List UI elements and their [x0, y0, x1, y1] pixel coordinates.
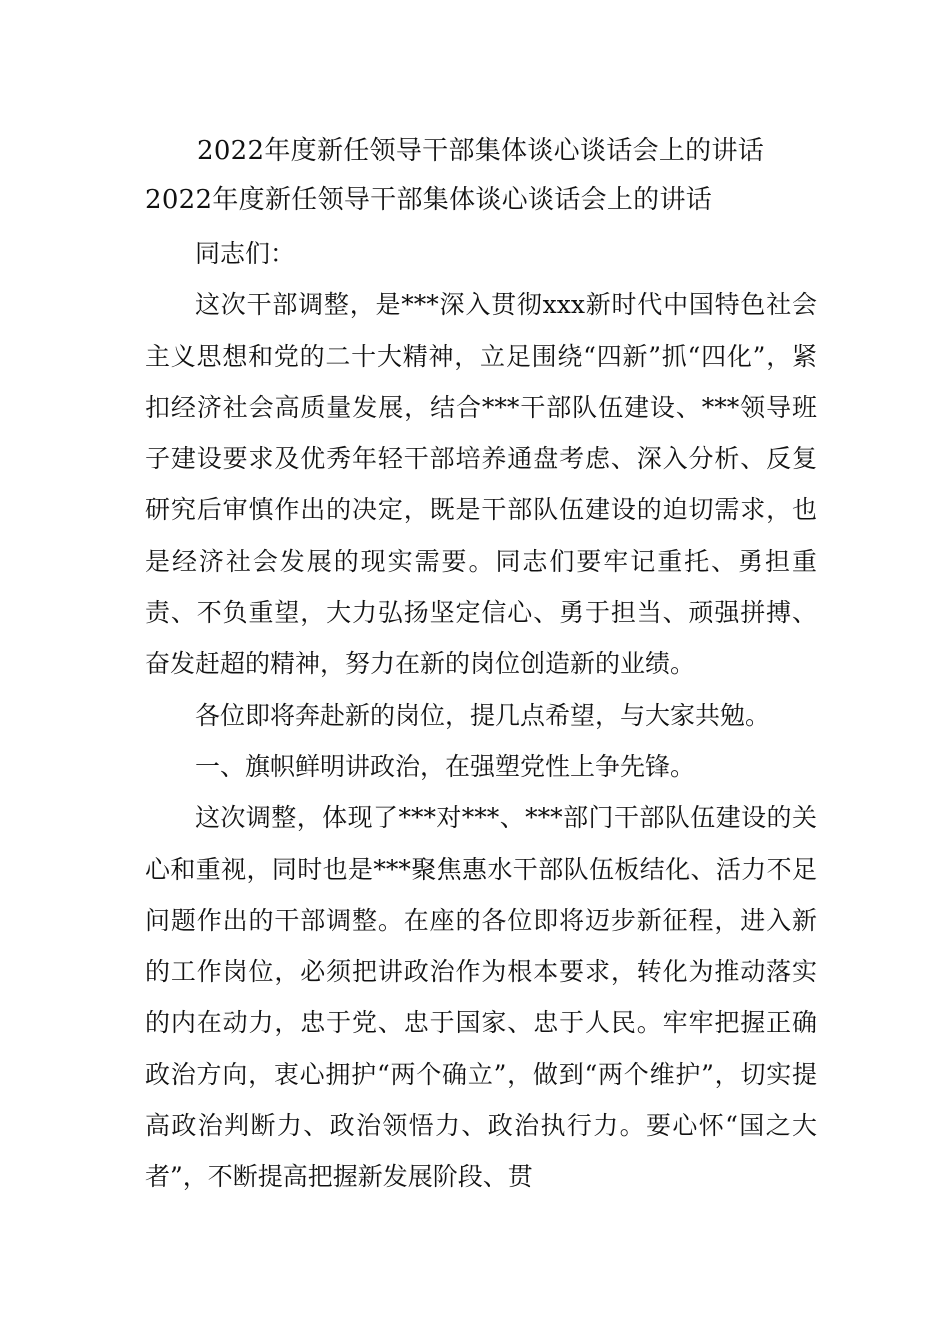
document-title: 2022年度新任领导干部集体谈心谈话会上的讲话 [197, 136, 765, 166]
paragraph-section-1: 这次调整，体现了***对***、***部门干部队伍建设的关心和重视，同时也是***聚焦惠水干部队伍板结化、活力不足问题作出的干部调整。在座的各位即将迈步新征程，进入新的工作岗位，必须把讲政治作为根本要求，转化为推动落实的内在动力，忠于党、忠于国家、忠于人民。牢牢把握正确政治方向，衷心拥护“两个确立”，做到“两个维护”，切实提高政治判断力、政治领悟力、政治执行力。要心怀“国之大者”，不断提高把握新发展阶段、贯 [145, 803, 817, 1192]
document-subtitle: 2022年度新任领导干部集体谈心谈话会上的讲话 [145, 185, 713, 215]
salutation: 同志们： [195, 239, 296, 268]
section-heading-1: 一、旗帜鲜明讲政治，在强塑党性上争先锋。 [195, 751, 696, 781]
paragraph-intro: 这次干部调整，是***深入贯彻xxx新时代中国特色社会主义思想和党的二十大精神，立足围绕“四新”抓“四化”，紧扣经济社会高质量发展，结合***干部队伍建设、***领导班子建设要求及优秀年轻干部培养通盘考虑、深入分析、反复研究后审慎作出的决定，既是干部队伍建设的迫切需求，也是经济社会发展的现实需要。同志们要牢记重托、勇担重责、不负重望，大力弘扬坚定信心、勇于担当、顽强拼搏、奋发赶超的精神，努力在新的岗位创造新的业绩。 [145, 290, 817, 679]
document-body [145, 228, 817, 1203]
paragraph-expectations: 各位即将奔赴新的岗位，提几点希望，与大家共勉。 [195, 700, 771, 730]
